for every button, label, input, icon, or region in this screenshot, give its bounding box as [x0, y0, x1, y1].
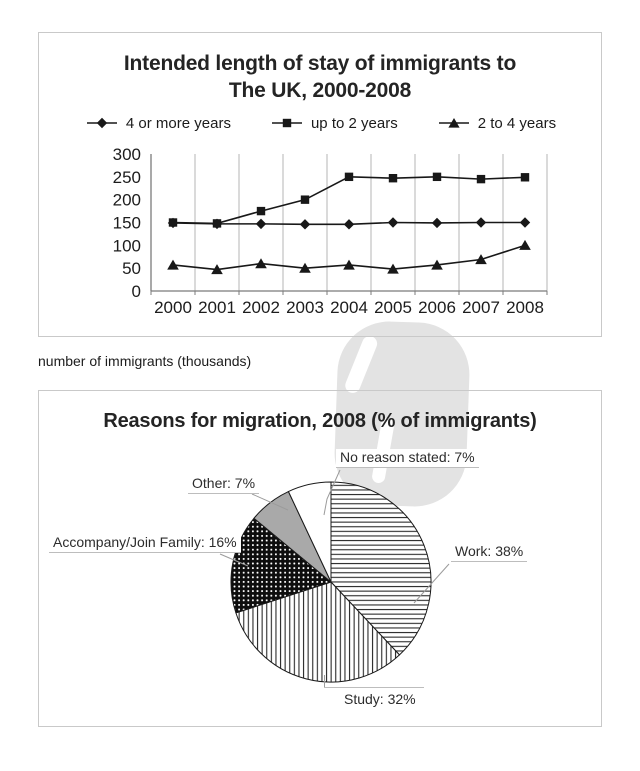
diamond-marker-icon [432, 218, 442, 228]
pie-label-study: Study: 32% [324, 687, 424, 707]
x-tick-label: 2001 [198, 297, 236, 317]
y-tick-label: 0 [131, 281, 141, 301]
diamond-marker-icon [344, 219, 354, 229]
pie-label-other: Other: 7% [188, 475, 259, 494]
series-line-square [173, 177, 525, 224]
y-tick-label: 250 [112, 167, 141, 187]
square-marker-icon [257, 207, 265, 215]
legend-item-up-to-2-years [269, 115, 398, 132]
triangle-marker-icon [519, 240, 531, 250]
diamond-marker-icon [84, 117, 120, 129]
square-marker-icon [389, 174, 397, 182]
square-marker-icon [301, 195, 309, 203]
x-tick-label: 2006 [418, 297, 456, 317]
triangle-marker-icon [255, 258, 267, 268]
diamond-marker-icon [476, 217, 486, 227]
x-tick-label: 2005 [374, 297, 412, 317]
line-chart-legend [39, 115, 601, 132]
pie-chart-panel [38, 390, 602, 727]
x-tick-label: 2002 [242, 297, 280, 317]
axis-unit-note: number of immigrants (thousands) [38, 353, 252, 369]
line-chart-title: Intended length of stay of immigrants to The UK, 2000-2008 [123, 52, 517, 102]
triangle-marker-icon [436, 117, 472, 129]
legend-label: 4 or more years [125, 114, 231, 132]
y-tick-label: 300 [112, 144, 141, 164]
square-marker-icon [345, 172, 353, 180]
y-tick-label: 150 [112, 213, 141, 233]
legend-label: up to 2 years [310, 114, 398, 132]
diamond-marker-icon [256, 218, 266, 228]
y-tick-label: 100 [112, 236, 141, 256]
legend-label: 2 to 4 years [477, 114, 557, 132]
legend-item-2-to-4-years [436, 115, 556, 132]
diamond-marker-icon [520, 217, 530, 227]
x-tick-label: 2003 [286, 297, 324, 317]
x-tick-label: 2000 [154, 297, 192, 317]
square-marker-icon [433, 172, 441, 180]
pie-slices [231, 482, 431, 682]
pie-chart-title: Reasons for migration, 2008 (% of immigrants) [103, 410, 537, 432]
x-tick-label: 2004 [330, 297, 368, 317]
legend-item-4-or-more-years [84, 115, 231, 132]
watermark-highlight [343, 334, 379, 395]
pie-label-accompany-join-family: Accompany/Join Family: 16% [49, 534, 241, 553]
triangle-marker-icon [475, 254, 487, 264]
triangle-marker-icon [167, 259, 179, 269]
line-chart-panel [38, 32, 602, 337]
square-marker-icon [269, 117, 305, 129]
pie-label-work: Work: 38% [451, 543, 527, 562]
x-tick-label: 2007 [462, 297, 500, 317]
square-marker-icon [477, 175, 485, 183]
y-tick-label: 200 [112, 190, 141, 210]
diamond-marker-icon [388, 217, 398, 227]
x-tick-label: 2008 [506, 297, 544, 317]
square-marker-icon [521, 173, 529, 181]
diamond-marker-icon [300, 219, 310, 229]
y-tick-label: 50 [122, 258, 141, 278]
pie-label-no-reason-stated: No reason stated: 7% [336, 449, 479, 468]
line-chart [39, 136, 601, 324]
